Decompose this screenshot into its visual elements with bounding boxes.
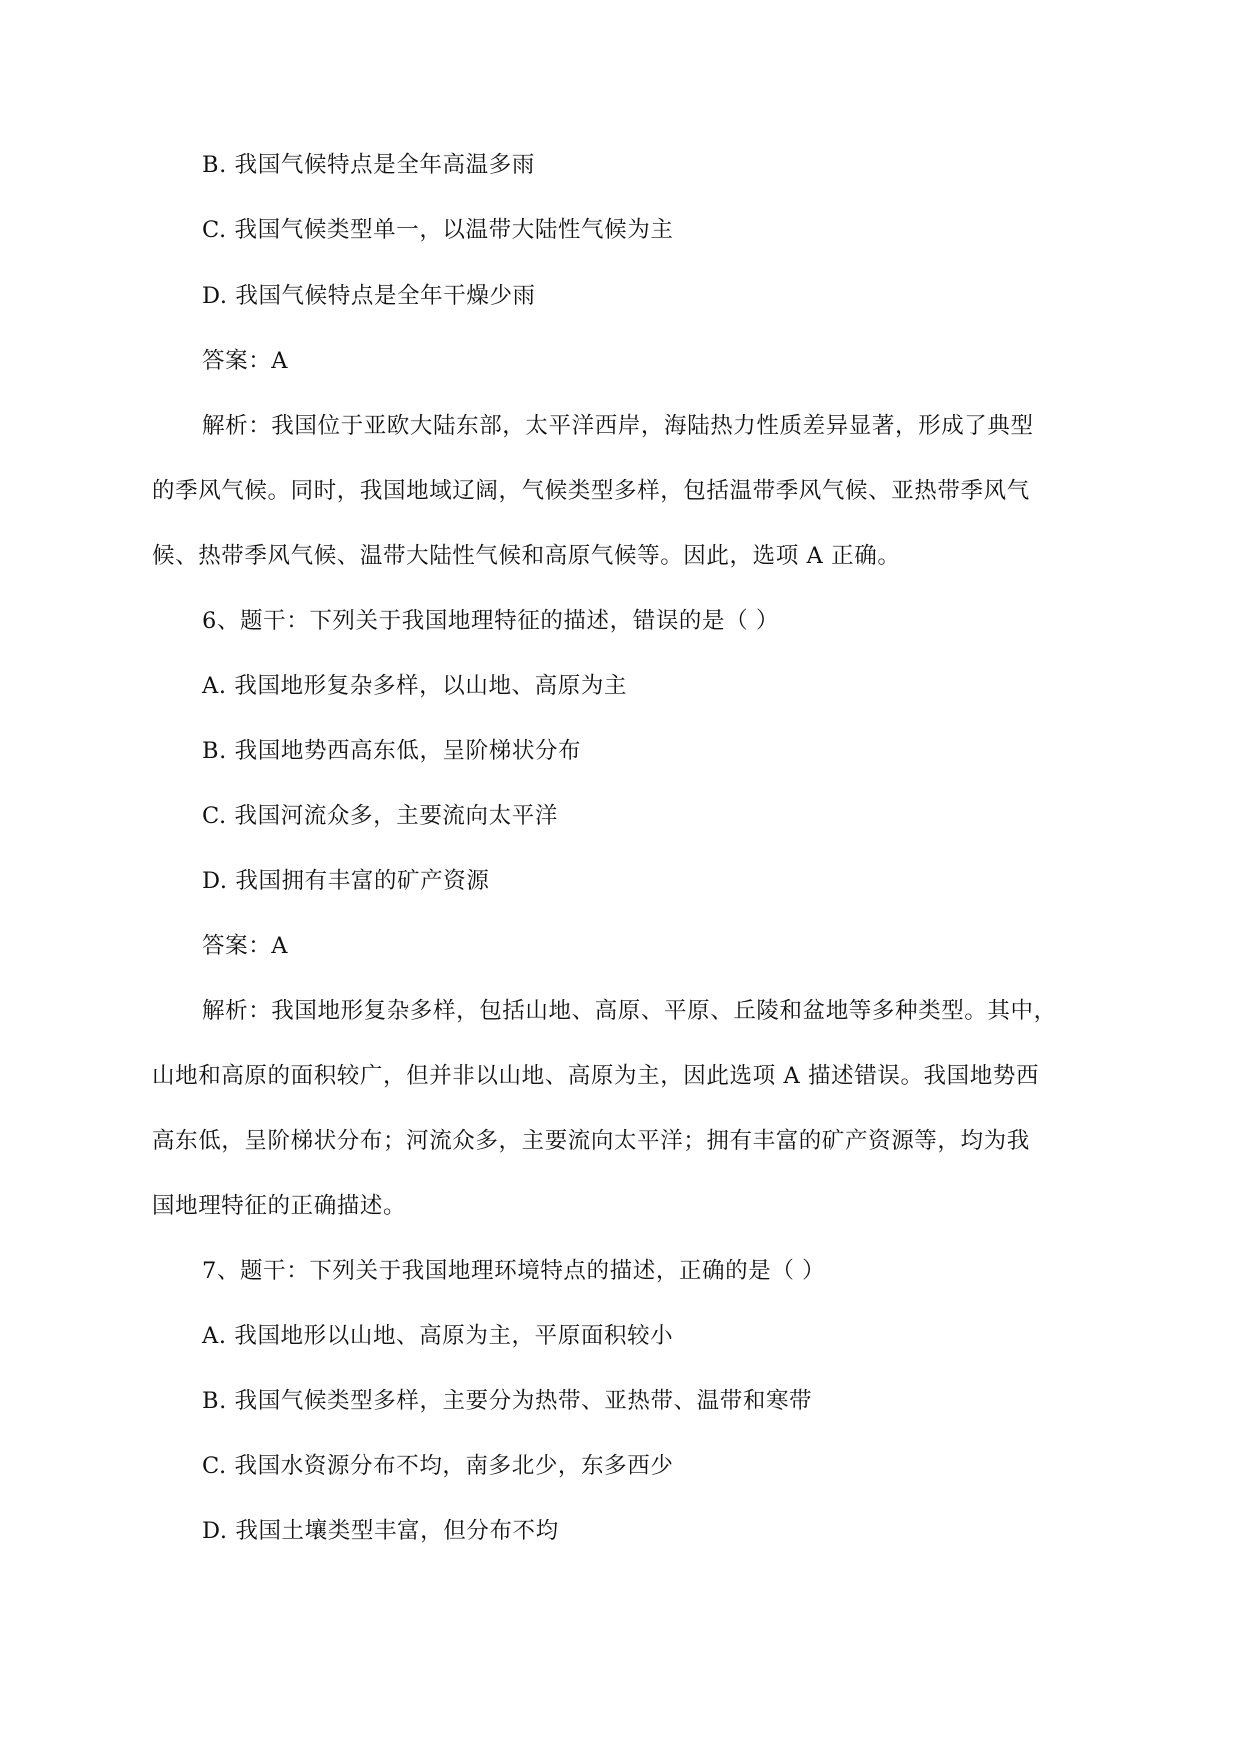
q7-stem: 7、题干：下列关于我国地理环境特点的描述，正确的是（ ）: [202, 1258, 826, 1284]
q6-analysis-line: 高东低，呈阶梯状分布；河流众多，主要流向太平洋；拥有丰富的矿产资源等，均为我: [152, 1128, 1030, 1154]
q6-option-d: D. 我国拥有丰富的矿产资源: [202, 868, 490, 894]
q5-option-d: D. 我国气候特点是全年干燥少雨: [202, 283, 536, 309]
q6-option-b: B. 我国地势西高东低，呈阶梯状分布: [202, 738, 582, 764]
q6-analysis-line: 解析：我国地形复杂多样，包括山地、高原、平原、丘陵和盆地等多种类型。其中，: [202, 998, 1057, 1024]
q6-stem: 6、题干：下列关于我国地理特征的描述，错误的是（ ）: [202, 608, 780, 634]
q7-option-c: C. 我国水资源分布不均，南多北少，东多西少: [202, 1453, 674, 1479]
q6-option-c: C. 我国河流众多，主要流向太平洋: [202, 803, 558, 829]
q5-analysis-line: 的季风气候。同时，我国地域辽阔，气候类型多样，包括温带季风气候、亚热带季风气: [152, 478, 1030, 504]
q5-option-b: B. 我国气候特点是全年高温多雨: [202, 152, 535, 178]
q6-answer: 答案：A: [202, 933, 289, 959]
q6-analysis-line: 国地理特征的正确描述。: [152, 1193, 407, 1219]
q6-option-a: A. 我国地形复杂多样，以山地、高原为主: [202, 673, 628, 699]
q5-answer: 答案：A: [202, 348, 289, 374]
q7-option-d: D. 我国土壤类型丰富，但分布不均: [202, 1518, 559, 1544]
q5-analysis-line: 候、热带季风气候、温带大陆性气候和高原气候等。因此，选项 A 正确。: [152, 543, 901, 569]
q5-option-c: C. 我国气候类型单一，以温带大陆性气候为主: [202, 217, 674, 243]
q7-option-a: A. 我国地形以山地、高原为主，平原面积较小: [202, 1323, 674, 1349]
q6-analysis-line: 山地和高原的面积较广，但并非以山地、高原为主，因此选项 A 描述错误。我国地势西: [152, 1063, 1040, 1089]
q5-analysis-line: 解析：我国位于亚欧大陆东部，太平洋西岸，海陆热力性质差异显著，形成了典型: [202, 413, 1034, 439]
q7-option-b: B. 我国气候类型多样，主要分为热带、亚热带、温带和寒带: [202, 1388, 813, 1414]
